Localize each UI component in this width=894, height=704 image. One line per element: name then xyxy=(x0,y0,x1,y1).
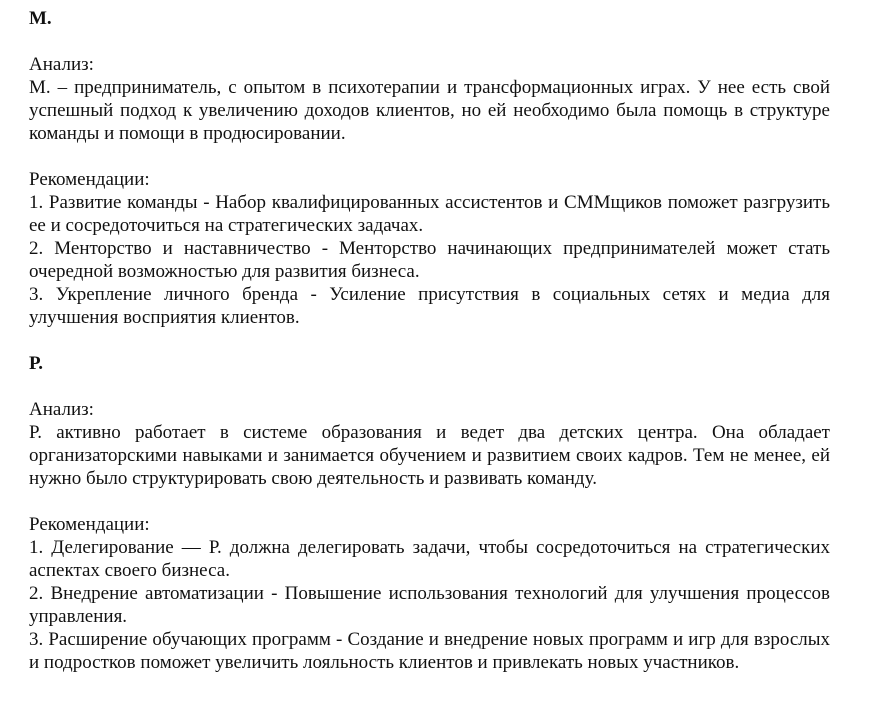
analysis-text: Р. активно работает в системе образования и ведет два детских центра. Она обладает организаторскими навыками и занимается обучением и развитием своих кадров. Тем не менее, ей нужно было структурировать свою деятельность и развивать команду. xyxy=(29,422,830,489)
recommendation-item: 3. Расширение обучающих программ - Создание и внедрение новых программ и игр для взрослых и подростков поможет увеличить лояльность клиентов и привлекать новых участников. xyxy=(29,629,830,673)
section-title: М. xyxy=(29,8,52,29)
recommendation-item: 2. Внедрение автоматизации - Повышение использования технологий для улучшения процессов управления. xyxy=(29,583,830,627)
recommendations-label: Рекомендации: xyxy=(29,169,150,190)
analysis-label: Анализ: xyxy=(29,399,94,420)
section-m xyxy=(29,7,830,329)
recommendation-item: 2. Менторство и наставничество - Менторство начинающих предпринимателей может стать очередной возможностью для развития бизнеса. xyxy=(29,238,830,282)
section-r xyxy=(29,352,830,674)
recommendation-item: 1. Делегирование — Р. должна делегировать задачи, чтобы сосредоточиться на стратегических аспектах своего бизнеса. xyxy=(29,537,830,581)
recommendation-item: 1. Развитие команды - Набор квалифицированных ассистентов и СММщиков поможет разгрузить ее и сосредоточиться на стратегических задачах. xyxy=(29,192,830,236)
analysis-label: Анализ: xyxy=(29,54,94,75)
recommendation-item: 3. Укрепление личного бренда - Усиление присутствия в социальных сетях и медиа для улучшения восприятия клиентов. xyxy=(29,284,830,328)
analysis-text: М. – предприниматель, с опытом в психотерапии и трансформационных играх. У нее есть свой успешный подход к увеличению доходов клиентов, но ей необходимо была помощь в структуре команды и помощи в продюсировании. xyxy=(29,77,830,144)
recommendations-label: Рекомендации: xyxy=(29,514,150,535)
section-title: Р. xyxy=(29,353,43,374)
